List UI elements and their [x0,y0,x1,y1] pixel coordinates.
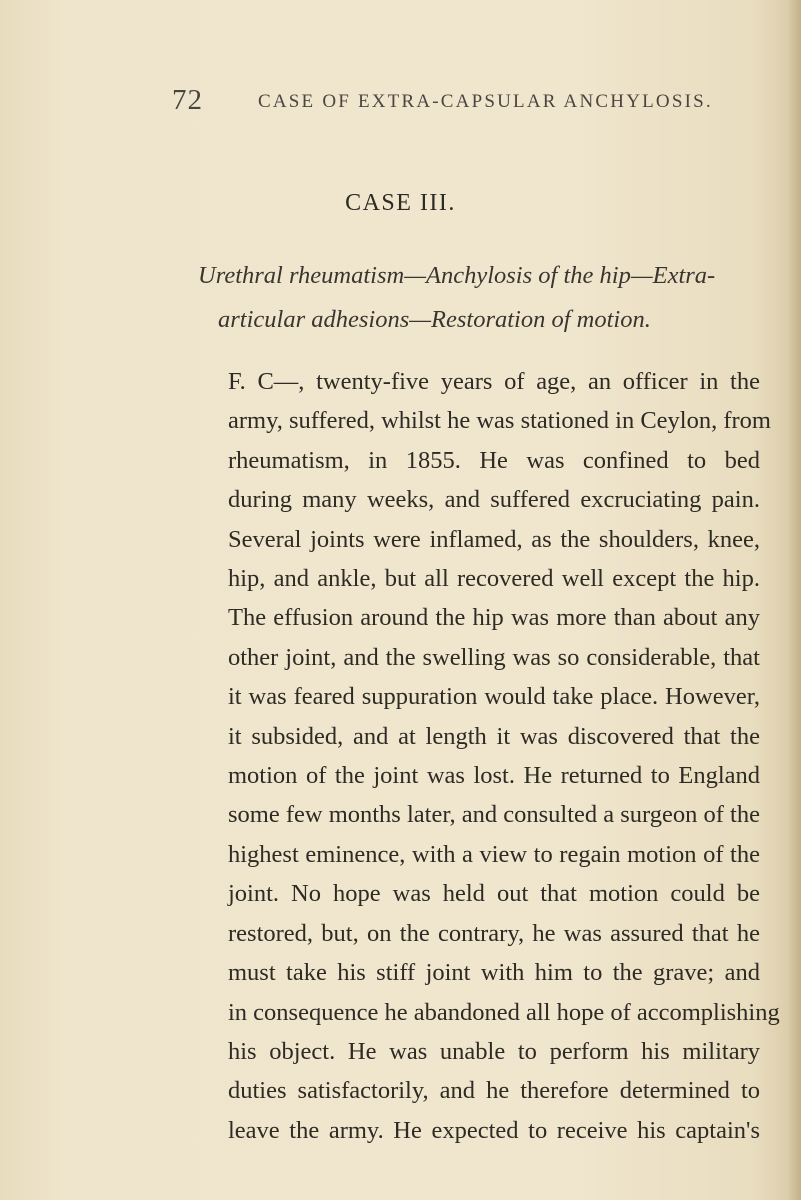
body-line: it was feared suppuration would take place. However, [228,683,760,711]
body-line: highest eminence, with a view to regain motion of the [228,840,760,868]
body-line: during many weeks, and suffered excruciating pain. [228,486,760,514]
body-line: motion of the joint was lost. He returned to England [228,762,760,790]
case-heading: CASE III. [345,190,456,216]
body-line: army, suffered, whilst he was stationed in Ceylon, from [228,407,771,435]
body-line: restored, but, on the contrary, he was assured that he [228,919,760,947]
body-line: his object. He was unable to perform his military [228,1037,760,1065]
body-line: F. C—, twenty-five years of age, an officer in the [228,368,760,395]
body-line: in consequence he abandoned all hope of accomplishing [228,998,780,1026]
body-line: joint. No hope was held out that motion could be [228,880,760,908]
body-line: it subsided, and at length it was discovered that the [228,722,760,750]
body-line: some few months later, and consulted a surgeon of the [228,801,760,829]
body-line: other joint, and the swelling was so considerable, that [228,643,760,671]
body-paragraph [228,362,780,1150]
body-line: leave the army. He expected to receive his captain's [228,1116,760,1144]
body-line: rheumatism, in 1855. He was confined to bed [228,446,760,474]
subtitle-line-2: articular adhesions—Restoration of motion. [218,306,651,333]
page-number: 72 [172,84,203,116]
running-title: CASE OF EXTRA-CAPSULAR ANCHYLOSIS. [258,91,713,112]
running-head [0,84,801,124]
body-line: must take his stiff joint with him to the grave; and [228,959,760,987]
body-line: Several joints were inflamed, as the shoulders, knee, [228,525,760,553]
page-edge-shadow [787,0,801,1200]
body-line: duties satisfactorily, and he therefore determined to [228,1077,760,1105]
case-subtitle [198,254,758,342]
subtitle-line-1: Urethral rheumatism—Anchylosis of the hip—Extra- [198,262,716,289]
body-line: The effusion around the hip was more than about any [228,604,760,632]
body-line: hip, and ankle, but all recovered well except the hip. [228,565,760,593]
